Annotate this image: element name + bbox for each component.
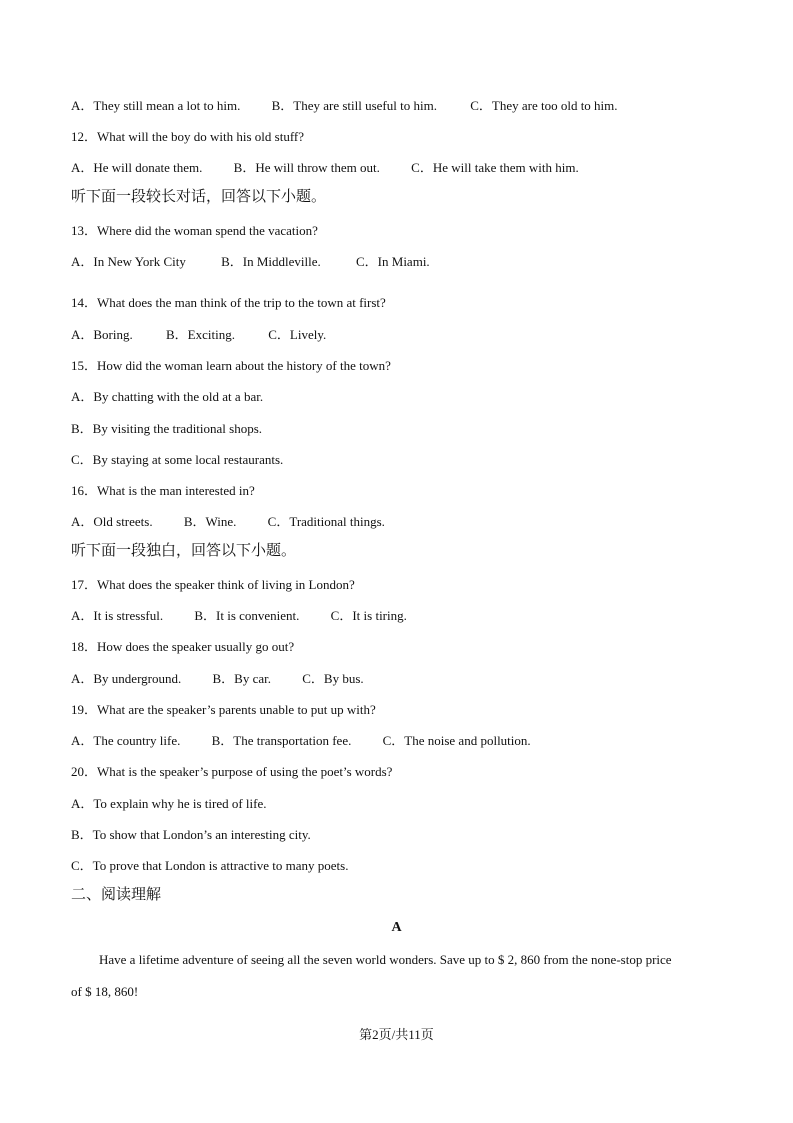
question-17-stem: 17．What does the speaker think of living in London? xyxy=(71,577,355,592)
question-13-stem: 13．Where did the woman spend the vacation? xyxy=(71,223,318,238)
q20-option-b: B．To show that London’s an interesting city. xyxy=(71,827,311,842)
question-15-stem: 15．How did the woman learn about the history of the town? xyxy=(71,358,391,373)
q14-options xyxy=(71,326,773,344)
option-b: B．They are still useful to him. xyxy=(271,98,437,113)
option-a: A．Boring. xyxy=(71,327,133,342)
question-19-stem: 19．What are the speaker’s parents unable to put up with? xyxy=(71,702,376,717)
option-c: C．In Miami. xyxy=(356,254,430,269)
option-b: B．It is convenient. xyxy=(194,608,300,623)
q13-options xyxy=(71,253,773,271)
option-c: C．It is tiring. xyxy=(330,608,407,623)
passage-line-1: Have a lifetime adventure of seeing all the seven world wonders. Save up to $ 2, 860 from the none-stop price xyxy=(99,952,672,967)
option-b: B．The transportation fee. xyxy=(211,733,352,748)
option-c: C．Traditional things. xyxy=(267,514,385,529)
option-c: C．By bus. xyxy=(302,671,364,686)
q15-option-b: B．By visiting the traditional shops. xyxy=(71,421,263,436)
option-a: A．It is stressful. xyxy=(71,608,164,623)
q15-option-a: A．By chatting with the old at a bar. xyxy=(71,389,264,404)
page-footer: 第2页/共11页 xyxy=(359,1027,434,1042)
option-c: C．Lively. xyxy=(268,327,327,342)
passage-label: A xyxy=(391,920,402,935)
question-18-stem: 18．How does the speaker usually go out? xyxy=(71,639,295,654)
option-b: B．Wine. xyxy=(183,514,237,529)
q20-option-c: C．To prove that London is attractive to many poets. xyxy=(71,858,349,873)
question-20-stem: 20．What is the speaker’s purpose of using the poet’s words? xyxy=(71,764,393,779)
option-a: A．The country life. xyxy=(71,733,181,748)
q18-options xyxy=(71,670,773,688)
passage-line-2: of $ 18, 860! xyxy=(71,984,139,999)
q17-options xyxy=(71,607,773,625)
option-a: A．He will donate them. xyxy=(71,160,203,175)
section-title: 二、阅读理解 xyxy=(71,887,162,903)
option-a: A．By underground. xyxy=(71,671,182,686)
q19-options xyxy=(71,732,773,750)
question-16-stem: 16．What is the man interested in? xyxy=(71,483,255,498)
option-b: B．He will throw them out. xyxy=(233,160,380,175)
question-12-stem: 12．What will the boy do with his old stuff? xyxy=(71,129,305,144)
q20-option-a: A．To explain why he is tired of life. xyxy=(71,796,267,811)
instruction-monologue: 听下面一段独白，回答以下小题。 xyxy=(71,543,297,559)
q11-options xyxy=(71,97,773,115)
option-c: C．They are too old to him. xyxy=(470,98,618,113)
option-a: A．In New York City xyxy=(71,254,186,269)
option-c: C．The noise and pollution. xyxy=(382,733,531,748)
q16-options xyxy=(71,513,773,531)
option-a: A．Old streets. xyxy=(71,514,153,529)
option-c: C．He will take them with him. xyxy=(411,160,579,175)
option-a: A．They still mean a lot to him. xyxy=(71,98,241,113)
instruction-dialogue: 听下面一段较长对话，回答以下小题。 xyxy=(71,189,327,205)
option-b: B．By car. xyxy=(212,671,272,686)
option-b: B．Exciting. xyxy=(166,327,235,342)
q12-options xyxy=(71,159,773,177)
question-14-stem: 14．What does the man think of the trip to the town at first? xyxy=(71,295,386,310)
q15-option-c: C．By staying at some local restaurants. xyxy=(71,452,284,467)
option-b: B．In Middleville. xyxy=(221,254,321,269)
